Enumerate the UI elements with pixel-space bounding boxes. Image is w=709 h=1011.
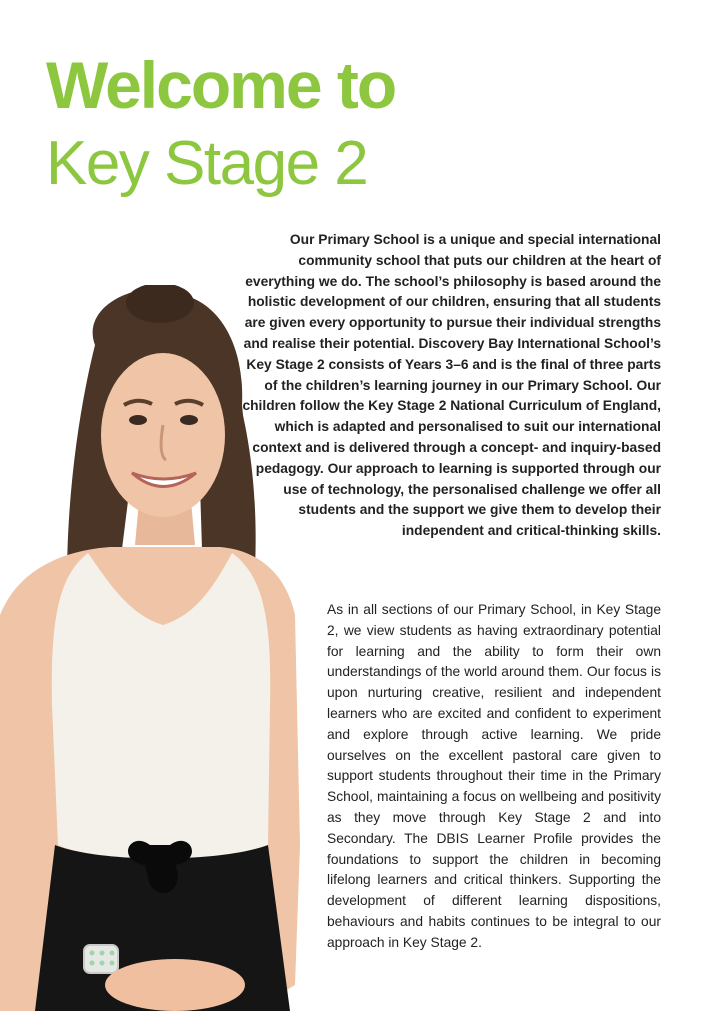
page-title bbox=[46, 48, 396, 198]
title-line-welcome: Welcome to bbox=[46, 48, 396, 122]
body-paragraph: As in all sections of our Primary School, in Key Stage 2, we view students as having extraordinary potential for learning and the ability to form their own understandings of the world around them. Our focus is upon nurturing creative, resilient and independent learners who are excited and confident to experiment and explore through active learning. We pride ourselves on the excellent pastoral care given to support students throughout their time in the Primary School, maintaining a focus on wellbeing and positivity as they move through Key Stage 2 and into Secondary. The DBIS Learner Profile provides the foundations to support the children in becoming lifelong learners and critical thinkers. Supporting the development of different learning dispositions, behaviours and habits continues to be integral to our approach in Key Stage 2. bbox=[327, 602, 661, 950]
intro-paragraph: Our Primary School is a unique and special international community school that puts our children at the heart of everything we do. The school’s philosophy is based around the holistic development of our children, ensuring that all students are given every opportunity to pursue their individual strengths and realise their potential. Discovery Bay International School’s Key Stage 2 consists of Years 3–6 and is the final of three parts of the children’s learning journey in our Primary School. Our children follow the Key Stage 2 National Curriculum of England, which is adapted and personalised to suit our international context and is delivered through a concept- and inquiry-based pedagogy. Our approach to learning is supported through our use of technology, the personalised challenge we offer all students and the support we give them to develop their independent and critical-thinking skills. bbox=[242, 232, 661, 539]
title-line-key-stage: Key Stage 2 bbox=[46, 129, 368, 198]
